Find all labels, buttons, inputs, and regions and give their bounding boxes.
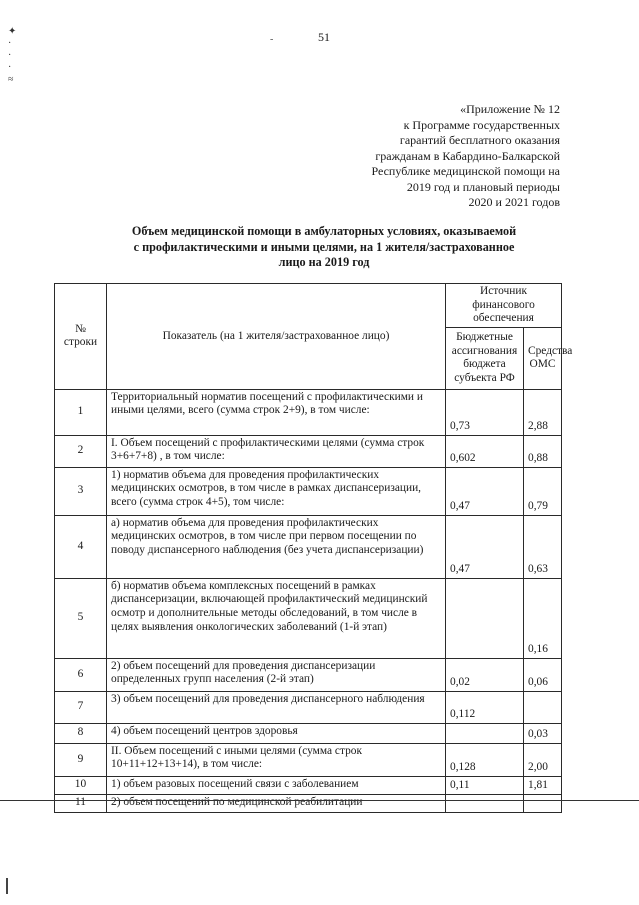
scan-mark: -: [270, 34, 274, 45]
table-row: [55, 743, 562, 776]
margin-mark: ·: [8, 50, 12, 61]
row-oms: 0,88: [524, 435, 562, 467]
table-row: [55, 691, 562, 723]
page-number: 51: [318, 30, 330, 44]
table-row: [55, 776, 562, 794]
row-budget: 0,02: [446, 658, 524, 691]
row-number: 11: [55, 794, 107, 812]
table-row: [55, 723, 562, 743]
row-indicator: Территориальный норматив посещений с профилактическими и иными целями, всего (сумма строк 2+9), в том числе:: [107, 389, 446, 435]
row-oms: 0,06: [524, 658, 562, 691]
table-row: [55, 435, 562, 467]
table-row: [55, 389, 562, 435]
margin-mark: ·: [8, 38, 12, 49]
header-funding-source: Источник финансового обеспечения: [446, 284, 562, 328]
row-oms: 0,79: [524, 467, 562, 515]
row-indicator: 3) объем посещений для проведения диспансерного наблюдения: [107, 691, 446, 723]
row-number: 2: [55, 435, 107, 467]
row-oms: 0,16: [524, 578, 562, 658]
appendix-line: 2020 и 2021 годов: [468, 195, 560, 209]
row-number: 3: [55, 467, 107, 515]
appendix-line: 2019 год и плановый периоды: [406, 179, 560, 194]
margin-marks: [8, 26, 20, 86]
row-oms: [524, 794, 562, 812]
header-oms: Средства ОМС: [524, 327, 562, 389]
table-row: [55, 794, 562, 812]
row-budget: [446, 723, 524, 743]
row-number: 1: [55, 389, 107, 435]
header-indicator: Показатель (на 1 жителя/застрахованное лицо): [107, 284, 446, 390]
row-budget: 0,602: [446, 435, 524, 467]
row-budget: 0,112: [446, 691, 524, 723]
row-indicator: 2) объем посещений по медицинской реабилитации: [107, 794, 446, 812]
header-row-number: № строки: [55, 284, 107, 390]
row-indicator: 1) норматив объема для проведения профилактических медицинских осмотров, в том числе в рамках диспансеризации, всего (сумма строк 4+5), том числе:: [107, 467, 446, 515]
row-budget: 0,128: [446, 743, 524, 776]
row-oms: 1,81: [524, 776, 562, 794]
row-budget: 0,73: [446, 389, 524, 435]
row-number: 7: [55, 691, 107, 723]
title-line: с профилактическими и иными целями, на 1 жителя/застрахованное: [133, 239, 515, 254]
row-oms: 2,88: [524, 389, 562, 435]
appendix-line: гарантий бесплатного оказания: [399, 133, 560, 147]
row-number: 8: [55, 723, 107, 743]
row-indicator: 2) объем посещений для проведения диспансеризации определенных групп населения (2-й этап): [107, 658, 446, 691]
appendix-line: к Программе государственных: [403, 117, 560, 132]
row-number: 5: [55, 578, 107, 658]
row-number: 9: [55, 743, 107, 776]
table-row: [55, 467, 562, 515]
volume-table: [54, 283, 573, 813]
table-row: [55, 578, 562, 658]
scan-fold-line: [0, 800, 639, 801]
row-indicator: 1) объем разовых посещений связи с заболеванием: [107, 776, 446, 794]
margin-mark: ✦: [8, 26, 17, 37]
row-budget: 0,47: [446, 467, 524, 515]
row-oms: 2,00: [524, 743, 562, 776]
row-budget: [446, 578, 524, 658]
row-indicator: I. Объем посещений с профилактическими целями (сумма строк 3+6+7+8) , в том числе:: [107, 435, 446, 467]
title-line: лицо на 2019 год: [278, 255, 370, 269]
row-budget: 0,11: [446, 776, 524, 794]
scan-edge-mark: [6, 878, 8, 894]
appendix-line: Республике медицинской помощи на: [371, 164, 560, 178]
appendix-line: гражданам в Кабардино-Балкарской: [375, 148, 560, 163]
row-budget: [446, 794, 524, 812]
row-budget: 0,47: [446, 515, 524, 578]
title-line: Объем медицинской помощи в амбулаторных условиях, оказываемой: [131, 224, 517, 238]
margin-mark: ≈: [8, 74, 14, 85]
row-number: 4: [55, 515, 107, 578]
appendix-line: «Приложение № 12: [460, 102, 560, 116]
table-row: [55, 515, 562, 578]
row-indicator: II. Объем посещений с иными целями (сумма строк 10+11+12+13+14), в том числе:: [107, 743, 446, 776]
row-oms: 0,63: [524, 515, 562, 578]
document-title: [100, 224, 548, 271]
row-number: 6: [55, 658, 107, 691]
appendix-block: [371, 102, 560, 211]
row-oms: [524, 691, 562, 723]
row-number: 10: [55, 776, 107, 794]
row-indicator: б) норматив объема комплексных посещений в рамках диспансеризации, включающей профилактический медицинский осмотр и дополнительные методы обследований, в том числе в целях выявления онкологических заболеваний (1-й этап): [107, 578, 446, 658]
row-indicator: 4) объем посещений центров здоровья: [107, 723, 446, 743]
table-row: [55, 658, 562, 691]
row-indicator: а) норматив объема для проведения профилактических медицинских осмотров, в том числе при первом посещении по поводу диспансерного наблюдения (без учета диспансеризации): [107, 515, 446, 578]
header-budget: Бюджетные ассигнования бюджета субъекта РФ: [446, 327, 524, 389]
row-oms: 0,03: [524, 723, 562, 743]
margin-mark: ·: [8, 62, 12, 73]
